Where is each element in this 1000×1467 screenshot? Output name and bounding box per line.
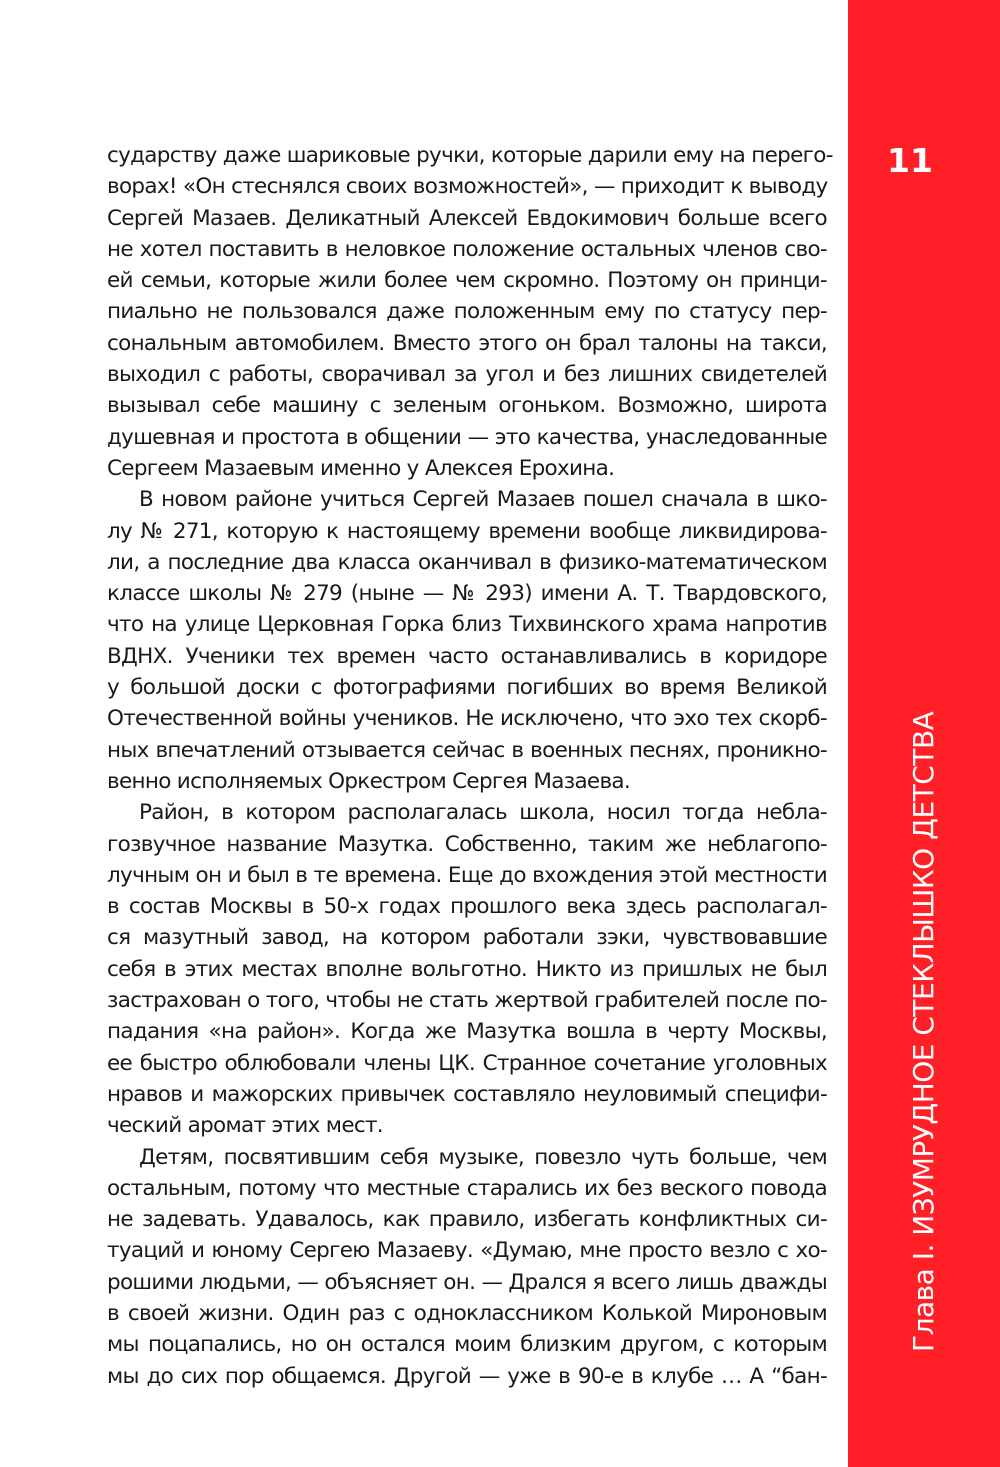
- text-line: рошими людьми, — объясняет он. — Дрался я всего лишь дважды: [107, 1269, 827, 1295]
- text-line: ных впечатлений отзывается сейчас в военных песнях, проникно-: [107, 737, 827, 763]
- text-line: у большой доски с фотографиями погибших во время Великой: [107, 675, 827, 701]
- text-line: ее быстро облюбовали члены ЦК. Странное сочетание уголовных: [107, 1050, 827, 1076]
- text-line: лучным он и был в те времена. Еще до вхождения этой местности: [107, 862, 827, 888]
- text-line: В новом районе учиться Сергей Мазаев пошел сначала в шко-: [139, 487, 827, 513]
- text-line: в состав Москвы в 50-х годах прошлого века здесь располагал-: [107, 894, 827, 920]
- paragraph: [107, 484, 827, 797]
- text-line: ворах! «Он стеснялся своих возможностей», — приходит к выводу: [107, 174, 828, 200]
- text-line: мы до сих пор общаемся. Другой — уже в 90-е в клубе … А “бан-: [107, 1363, 827, 1389]
- page-number: 11: [887, 141, 933, 180]
- running-header: Глава I. ИЗУМРУДНОЕ СТЕКЛЫШКО ДЕТСТВА: [907, 711, 940, 1352]
- text-line: гозвучное название Мазутка. Собственно, таким же неблагопо-: [107, 831, 827, 857]
- text-line: не задевать. Удавалось, как правило, избегать конфликтных си-: [107, 1207, 827, 1233]
- body-text: [107, 140, 833, 1392]
- text-line: сональным автомобилем. Вместо этого он брал талоны на такси,: [107, 330, 827, 356]
- paragraph: [107, 1142, 827, 1392]
- text-line: ли, а последние два класса оканчивал в физико-математическом: [107, 549, 827, 575]
- text-line: пиально не пользовался даже положенным ему по статусу пер-: [107, 299, 827, 325]
- text-line: классе школы № 279 (ныне — № 293) имени А. Т. Твардовского,: [107, 581, 827, 607]
- text-line: лу № 271, которую к настоящему времени вообще ликвидирова-: [107, 518, 827, 544]
- text-line: Сергей Мазаев. Деликатный Алексей Евдокимович больше всего: [107, 205, 827, 231]
- text-line: не хотел поставить в неловкое положение остальных членов сво-: [107, 236, 827, 262]
- text-line: ей семьи, которые жили более чем скромно. Поэтому он принци-: [107, 268, 827, 294]
- text-line: мы поцапались, но он остался моим близким другом, с которым: [107, 1332, 827, 1358]
- paragraph: [107, 140, 833, 484]
- text-line: туаций и юному Сергею Мазаеву. «Думаю, мне просто везло с хо-: [107, 1238, 827, 1264]
- text-line: Район, в котором располагалась школа, носил тогда небла-: [139, 800, 827, 826]
- text-line: душевная и простота в общении — это качества, унаследованные: [107, 424, 827, 450]
- text-line: Сергеем Мазаевым именно у Алексея Ерохина.: [107, 455, 615, 481]
- text-line: себя в этих местах вполне вольготно. Никто из пришлых не был: [107, 956, 827, 982]
- text-line: нравов и мажорских привычек составляло неуловимый специфи-: [107, 1081, 827, 1107]
- text-line: застрахован о того, чтобы не стать жертвой грабителей после по-: [107, 988, 827, 1014]
- text-line: что на улице Церковная Горка близ Тихвинского храма напротив: [107, 612, 827, 638]
- text-line: вызывал себе машину с зеленым огоньком. Возможно, широта: [107, 393, 827, 419]
- text-line: венно исполняемых Оркестром Сергея Мазаева.: [107, 768, 631, 794]
- text-line: сударству даже шариковые ручки, которые дарили ему на перего-: [107, 143, 833, 168]
- text-line: выходил с работы, сворачивал за угол и без лишних свидетелей: [107, 362, 827, 388]
- text-line: в своей жизни. Один раз с одноклассником Колькой Мироновым: [107, 1300, 827, 1326]
- text-line: остальным, потому что местные старались их без веского повода: [107, 1175, 827, 1201]
- text-line: ся мазутный завод, на котором работали зэки, чувствовавшие: [107, 925, 827, 951]
- text-line: ческий аромат этих мест.: [107, 1113, 383, 1139]
- text-line: ВДНХ. Ученики тех времен часто останавливались в коридоре: [107, 643, 827, 669]
- text-line: Отечественной войны учеников. Не исключено, что эхо тех скорб-: [107, 706, 827, 732]
- text-line: падания «на район». Когда же Мазутка вошла в черту Москвы,: [107, 1019, 827, 1045]
- paragraph: [107, 797, 827, 1141]
- text-line: Детям, посвятившим себя музыке, повезло чуть больше, чем: [139, 1144, 827, 1170]
